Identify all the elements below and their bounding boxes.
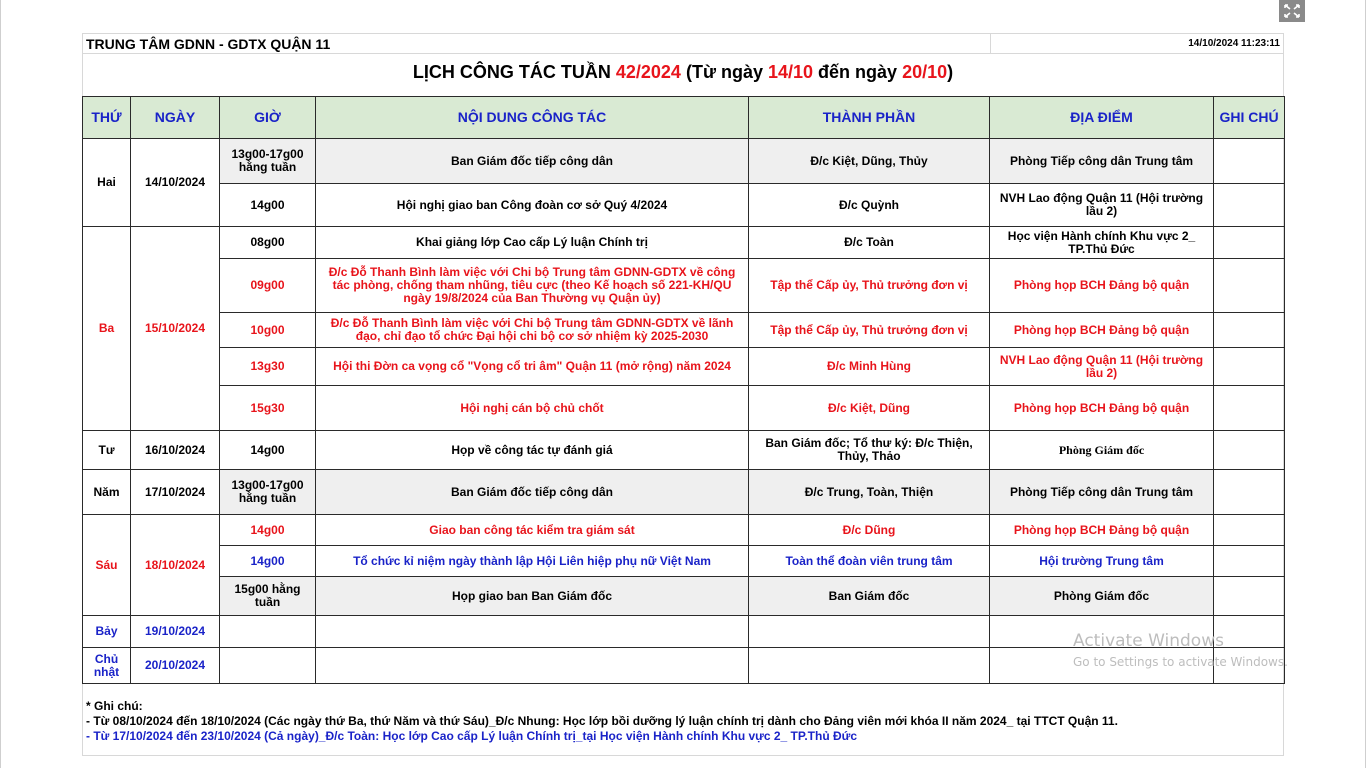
time-cell xyxy=(220,616,316,648)
participants-cell: Đ/c Toàn xyxy=(749,227,990,259)
location-cell: Phòng Giám đốc xyxy=(990,431,1214,470)
date-cell: 16/10/2024 xyxy=(131,431,220,470)
participants-cell: Tập thể Cấp ủy, Thủ trưởng đơn vị xyxy=(749,313,990,348)
content-cell xyxy=(316,616,749,648)
content-cell: Hội nghị cán bộ chủ chốt xyxy=(316,386,749,431)
date-cell: 18/10/2024 xyxy=(131,515,220,616)
table-row xyxy=(83,184,1285,227)
note-cell xyxy=(1214,348,1285,386)
date-cell: 20/10/2024 xyxy=(131,648,220,684)
content-cell: Khai giảng lớp Cao cấp Lý luận Chính trị xyxy=(316,227,749,259)
day-cell: Chủ nhật xyxy=(83,648,131,684)
table-row xyxy=(83,259,1285,313)
content-cell: Họp giao ban Ban Giám đốc xyxy=(316,577,749,616)
location-cell: Phòng Giám đốc xyxy=(990,577,1214,616)
time-cell: 10g00 xyxy=(220,313,316,348)
notes-heading: * Ghi chú: xyxy=(86,699,143,713)
day-cell: Bảy xyxy=(83,616,131,648)
content-cell: Hội nghị giao ban Công đoàn cơ sở Quý 4/2024 xyxy=(316,184,749,227)
note-cell xyxy=(1214,259,1285,313)
date-cell: 19/10/2024 xyxy=(131,616,220,648)
location-cell: Phòng họp BCH Đảng bộ quận xyxy=(990,386,1214,431)
day-cell: Sáu xyxy=(83,515,131,616)
date-cell: 15/10/2024 xyxy=(131,227,220,431)
col-header-time: GIỜ xyxy=(220,97,316,139)
note-line: - Từ 17/10/2024 đến 23/10/2024 (Cả ngày)_Đ/c Toàn: Học lớp Cao cấp Lý luận Chính trị_tại Học viện Hành chính Khu vực 2_ TP.Thủ Đức xyxy=(86,729,858,743)
note-cell xyxy=(1214,470,1285,515)
table-row xyxy=(83,515,1285,546)
content-cell: Đ/c Đỗ Thanh Bình làm việc với Chi bộ Trung tâm GDNN-GDTX về lãnh đạo, chỉ đạo tổ chức Đại hội chi bộ cơ sở nhiệm kỳ 2025-2030 xyxy=(316,313,749,348)
location-cell: Phòng họp BCH Đảng bộ quận xyxy=(990,259,1214,313)
header-divider xyxy=(990,33,991,54)
day-cell: Hai xyxy=(83,139,131,227)
activate-windows-watermark xyxy=(1073,631,1288,669)
notes-section xyxy=(86,699,1118,744)
title-from-date: 14/10 xyxy=(768,62,814,82)
table-row xyxy=(83,386,1285,431)
location-cell: NVH Lao động Quận 11 (Hội trường lầu 2) xyxy=(990,348,1214,386)
participants-cell: Đ/c Trung, Toàn, Thiện xyxy=(749,470,990,515)
day-cell: Ba xyxy=(83,227,131,431)
note-cell xyxy=(1214,431,1285,470)
note-cell xyxy=(1214,313,1285,348)
content-cell xyxy=(316,648,749,684)
col-header-content: NỘI DUNG CÔNG TÁC xyxy=(316,97,749,139)
table-row xyxy=(83,348,1285,386)
note-cell xyxy=(1214,184,1285,227)
note-cell xyxy=(1214,546,1285,577)
participants-cell: Ban Giám đốc xyxy=(749,577,990,616)
time-cell: 09g00 xyxy=(220,259,316,313)
watermark-subtitle: Go to Settings to activate Windows. xyxy=(1073,655,1288,669)
title-middle: (Từ ngày xyxy=(680,62,768,82)
date-cell: 14/10/2024 xyxy=(131,139,220,227)
time-cell: 15g30 xyxy=(220,386,316,431)
participants-cell: Tập thể Cấp ủy, Thủ trưởng đơn vị xyxy=(749,259,990,313)
time-cell: 13g30 xyxy=(220,348,316,386)
time-cell: 13g00-17g00 hằng tuần xyxy=(220,470,316,515)
note-line: - Từ 08/10/2024 đến 18/10/2024 (Các ngày thứ Ba, thứ Năm và thứ Sáu)_Đ/c Nhung: Học lớp bồi dưỡng lý luận chính trị dành cho Đảng viên mới khóa II năm 2024_ tại TTCT Quận 11. xyxy=(86,714,1118,728)
location-cell: Phòng họp BCH Đảng bộ quận xyxy=(990,515,1214,546)
title-suffix: ) xyxy=(947,62,954,82)
expand-button[interactable] xyxy=(1279,0,1305,22)
expand-arrows-icon xyxy=(1283,3,1301,19)
note-cell xyxy=(1214,515,1285,546)
organization-name: TRUNG TÂM GDNN - GDTX QUẬN 11 xyxy=(86,36,331,52)
content-cell: Họp về công tác tự đánh giá xyxy=(316,431,749,470)
title-prefix: LỊCH CÔNG TÁC TUẦN xyxy=(412,62,616,82)
participants-cell: Đ/c Minh Hùng xyxy=(749,348,990,386)
content-cell: Giao ban công tác kiểm tra giám sát xyxy=(316,515,749,546)
col-header-note: GHI CHÚ xyxy=(1214,97,1285,139)
participants-cell: Ban Giám đốc; Tổ thư ký: Đ/c Thiện, Thủy, Thảo xyxy=(749,431,990,470)
participants-cell: Đ/c Dũng xyxy=(749,515,990,546)
content-cell: Tổ chức kỉ niệm ngày thành lập Hội Liên hiệp phụ nữ Việt Nam xyxy=(316,546,749,577)
participants-cell: Đ/c Quỳnh xyxy=(749,184,990,227)
note-cell xyxy=(1214,577,1285,616)
title-to-date: 20/10 xyxy=(902,62,948,82)
table-header-row xyxy=(83,97,1285,139)
table-row xyxy=(83,577,1285,616)
schedule-table xyxy=(82,96,1285,684)
col-header-location: ĐỊA ĐIỂM xyxy=(990,97,1214,139)
participants-cell xyxy=(749,616,990,648)
location-cell: Phòng Tiếp công dân Trung tâm xyxy=(990,139,1214,184)
print-timestamp: 14/10/2024 11:23:11 xyxy=(1188,38,1280,49)
col-header-date: NGÀY xyxy=(131,97,220,139)
note-cell xyxy=(1214,386,1285,431)
participants-cell xyxy=(749,648,990,684)
time-cell: 14g00 xyxy=(220,184,316,227)
time-cell: 14g00 xyxy=(220,546,316,577)
title-to-text: đến ngày xyxy=(813,62,903,82)
col-header-day: THỨ xyxy=(83,97,131,139)
location-cell: Học viện Hành chính Khu vực 2_ TP.Thủ Đức xyxy=(990,227,1214,259)
day-cell: Tư xyxy=(83,431,131,470)
content-cell: Đ/c Đỗ Thanh Bình làm việc với Chi bộ Trung tâm GDNN-GDTX về công tác phòng, chống tham nhũng, tiêu cực (theo Kế hoạch số 221-KH/QU ngày 19/8/2024 của Ban Thường vụ Quận ủy) xyxy=(316,259,749,313)
time-cell: 15g00 hằng tuần xyxy=(220,577,316,616)
time-cell: 14g00 xyxy=(220,515,316,546)
note-cell xyxy=(1214,139,1285,184)
location-cell: Phòng họp BCH Đảng bộ quận xyxy=(990,313,1214,348)
table-row xyxy=(83,546,1285,577)
note-cell xyxy=(1214,227,1285,259)
title-week: 42/2024 xyxy=(615,62,681,82)
participants-cell: Đ/c Kiệt, Dũng xyxy=(749,386,990,431)
table-row xyxy=(83,431,1285,470)
day-cell: Năm xyxy=(83,470,131,515)
table-row xyxy=(83,139,1285,184)
participants-cell: Toàn thể đoàn viên trung tâm xyxy=(749,546,990,577)
content-cell: Ban Giám đốc tiếp công dân xyxy=(316,139,749,184)
col-header-participants: THÀNH PHẦN xyxy=(749,97,990,139)
location-cell: Hội trường Trung tâm xyxy=(990,546,1214,577)
time-cell: 14g00 xyxy=(220,431,316,470)
watermark-title: Activate Windows xyxy=(1073,631,1224,651)
participants-cell: Đ/c Kiệt, Dũng, Thủy xyxy=(749,139,990,184)
time-cell: 13g00-17g00 hằng tuần xyxy=(220,139,316,184)
header-row xyxy=(82,33,1284,54)
time-cell xyxy=(220,648,316,684)
content-cell: Ban Giám đốc tiếp công dân xyxy=(316,470,749,515)
table-row xyxy=(83,227,1285,259)
date-cell: 17/10/2024 xyxy=(131,470,220,515)
location-cell: NVH Lao động Quận 11 (Hội trường lầu 2) xyxy=(990,184,1214,227)
location-cell: Phòng Tiếp công dân Trung tâm xyxy=(990,470,1214,515)
page-title xyxy=(82,62,1284,83)
time-cell: 08g00 xyxy=(220,227,316,259)
table-row xyxy=(83,470,1285,515)
content-cell: Hội thi Đờn ca vọng cổ "Vọng cổ tri âm" Quận 11 (mở rộng) năm 2024 xyxy=(316,348,749,386)
table-row xyxy=(83,313,1285,348)
